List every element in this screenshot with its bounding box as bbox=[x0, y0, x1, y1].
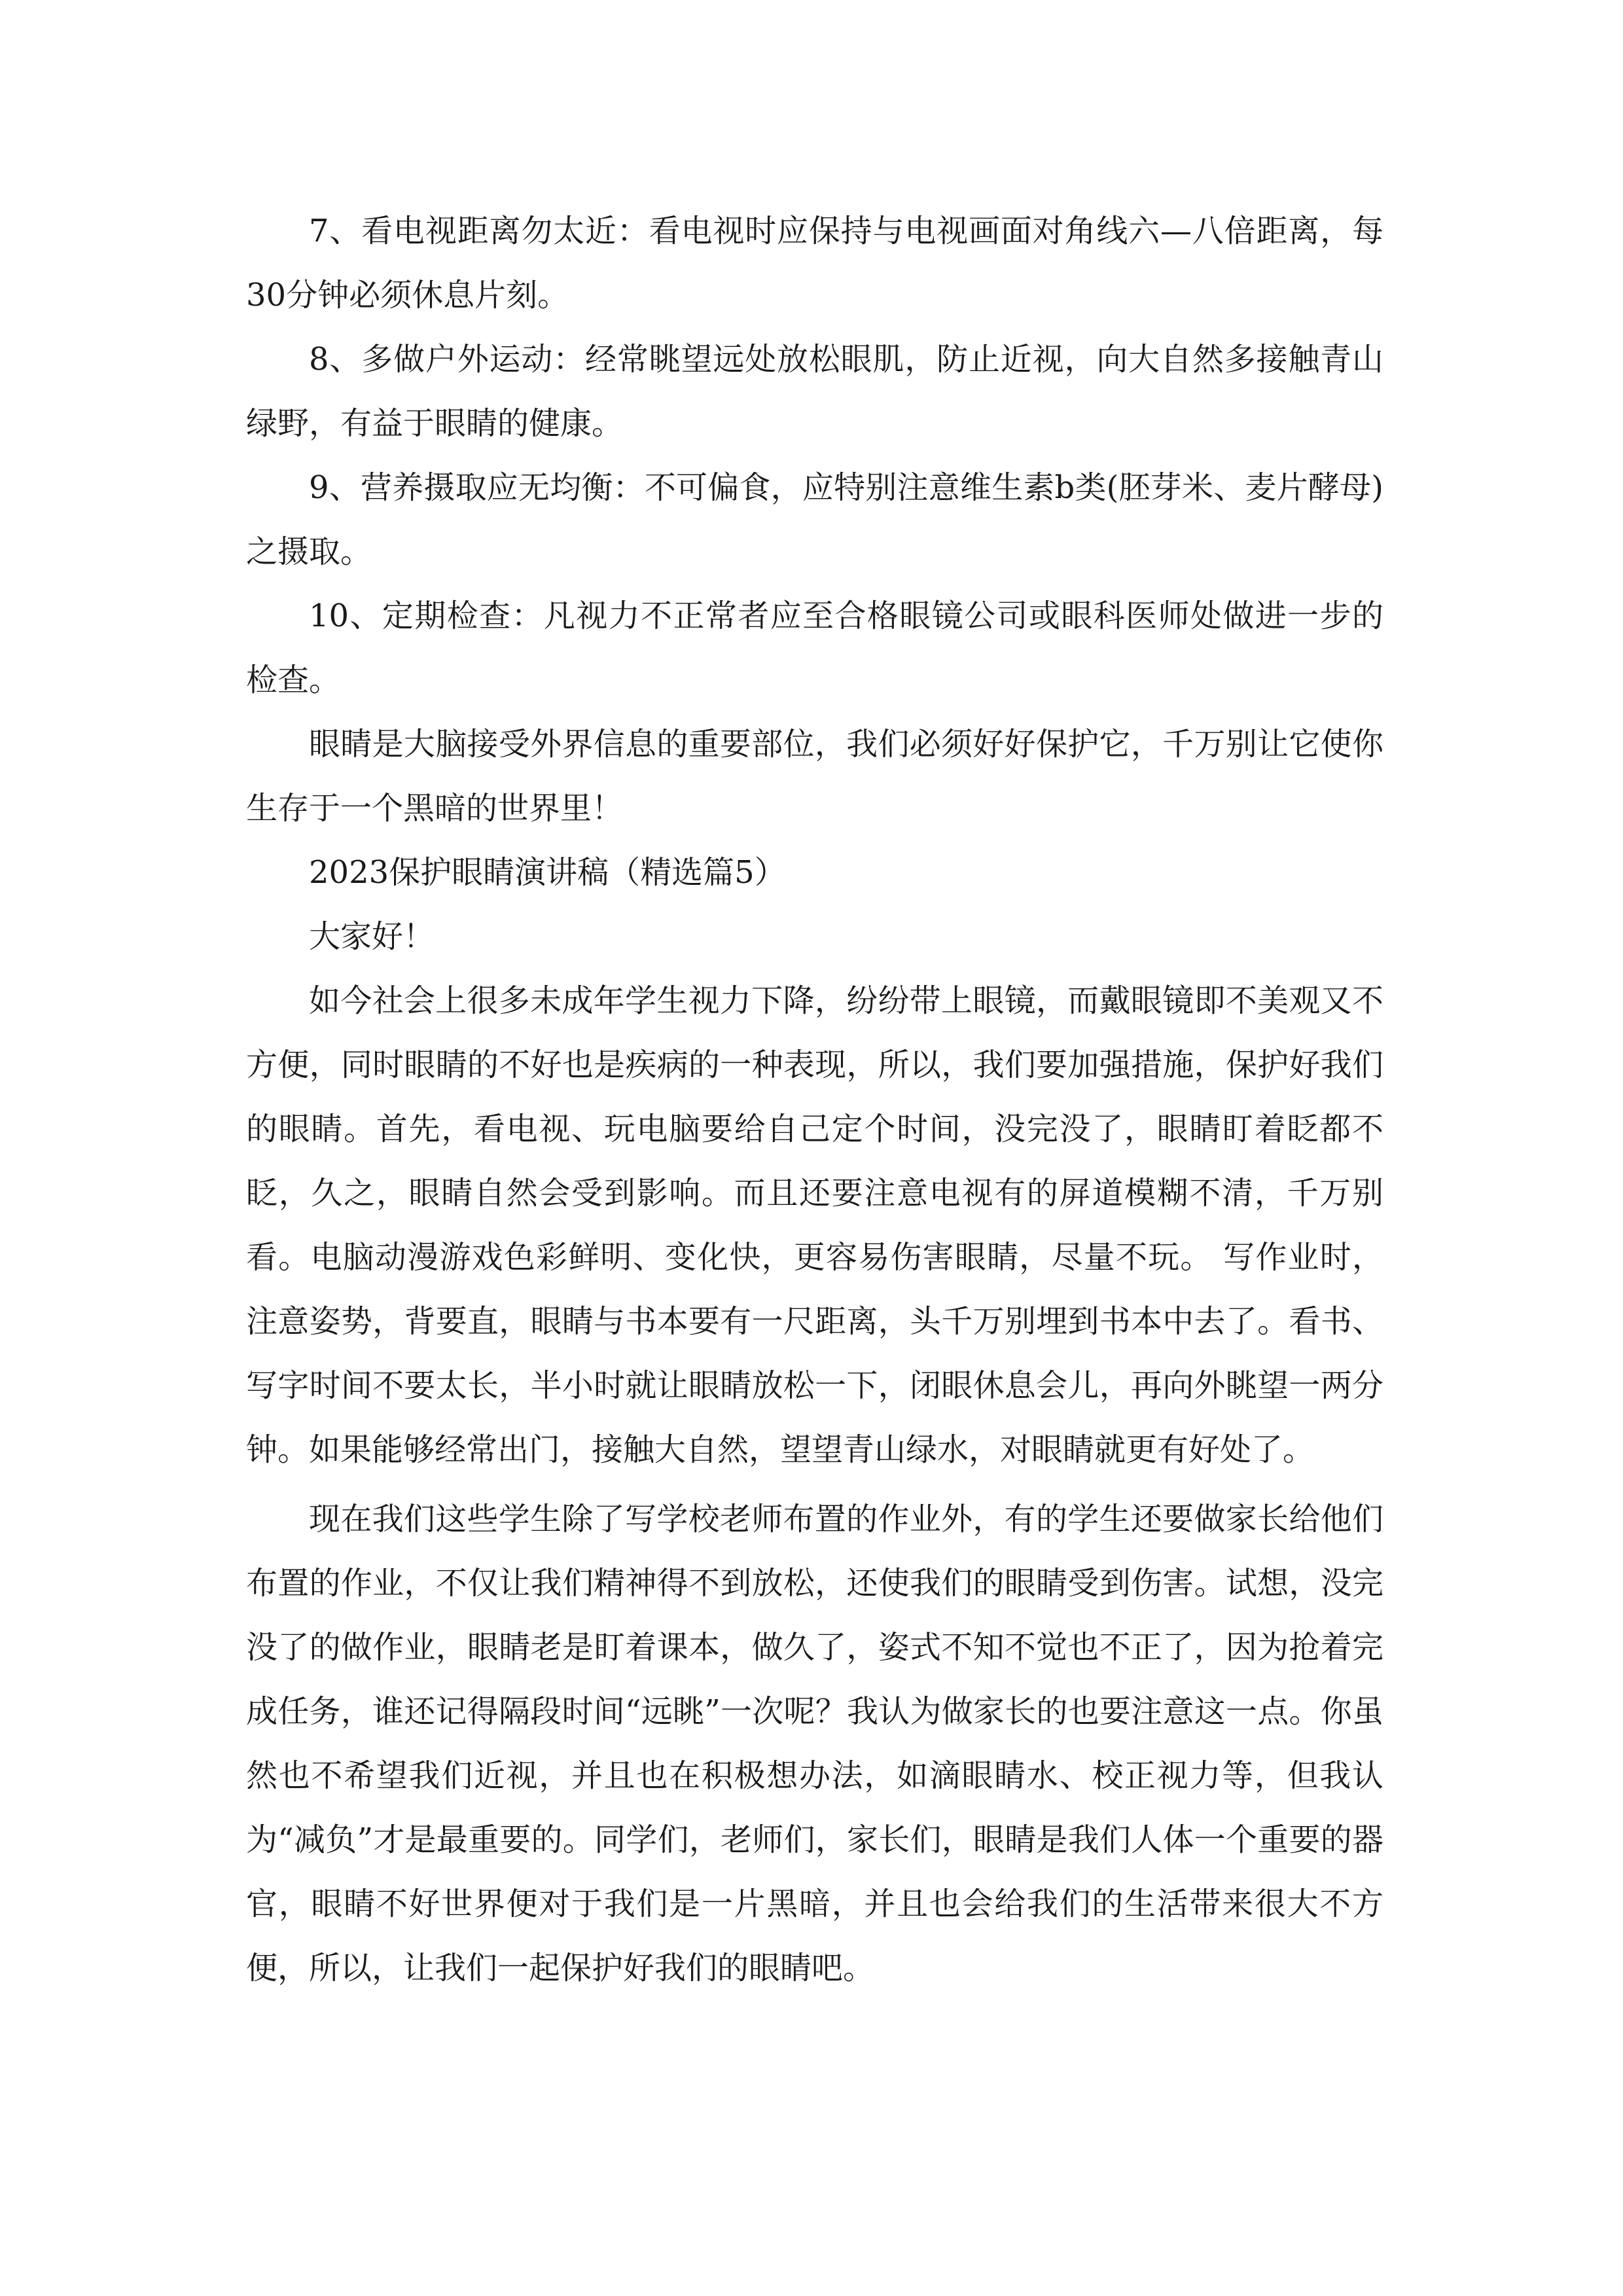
paragraph-body-1: 如今社会上很多未成年学生视力下降，纷纷带上眼镜，而戴眼镜即不美观又不方便，同时眼睛的不好也是疾病的一种表现，所以，我们要加强措施，保护好我们的眼睛。首先，看电视、玩电脑要给自己定个时间，没完没了，眼睛盯着眨都不眨，久之，眼睛自然会受到影响。而且还要注意电视有的屏道模糊不清，千万别看。电脑动漫游戏色彩鲜明、变化快，更容易伤害眼睛，尽量不玩。 写作业时，注意姿势，背要直，眼睛与书本要有一尺距离，头千万别埋到书本中去了。看书、写字时间不要太长，半小时就让眼睛放松一下，闭眼休息会儿，再向外眺望一两分钟。如果能够经常出门，接触大自然，望望青山绿水，对眼睛就更有好处了。 bbox=[246, 982, 1383, 1468]
paragraph-conclusion: 眼睛是大脑接受外界信息的重要部位，我们必须好好保护它，千万别让它使你生存于一个黑暗的世界里！ bbox=[246, 726, 1383, 827]
paragraph-tip-8: 8、多做户外运动：经常眺望远处放松眼肌，防止近视，向大自然多接触青山绿野，有益于眼睛的健康。 bbox=[246, 341, 1383, 442]
section-title: 2023保护眼睛演讲稿（精选篇5） bbox=[309, 854, 786, 891]
paragraph-tip-9: 9、营养摄取应无均衡：不可偏食，应特别注意维生素b类(胚芽米、麦片酵母)之摄取。 bbox=[246, 469, 1383, 570]
paragraph-body-2: 现在我们这些学生除了写学校老师布置的作业外，有的学生还要做家长给他们布置的作业，不仅让我们精神得不到放松，还使我们的眼睛受到伤害。试想，没完没了的做作业，眼睛老是盯着课本，做久了，姿式不知不觉也不正了，因为抢着完成任务，谁还记得隔段时间“远眺”一次呢？我认为做家长的也要注意这一点。你虽然也不希望我们近视，并且也在积极想办法，如滴眼睛水、校正视力等，但我认为“减负”才是最重要的。同学们，老师们，家长们，眼睛是我们人体一个重要的器官，眼睛不好世界便对于我们是一片黑暗，并且也会给我们的生活带来很大不方便，所以，让我们一起保护好我们的眼睛吧。 bbox=[246, 1501, 1383, 1986]
paragraph-tip-7: 7、看电视距离勿太近：看电视时应保持与电视画面对角线六—八倍距离，每30分钟必须休息片刻。 bbox=[246, 213, 1383, 314]
greeting: 大家好！ bbox=[309, 918, 435, 955]
document-body bbox=[246, 199, 1383, 2000]
paragraph-tip-10: 10、定期检查：凡视力不正常者应至合格眼镜公司或眼科医师处做进一步的检查。 bbox=[246, 598, 1383, 698]
